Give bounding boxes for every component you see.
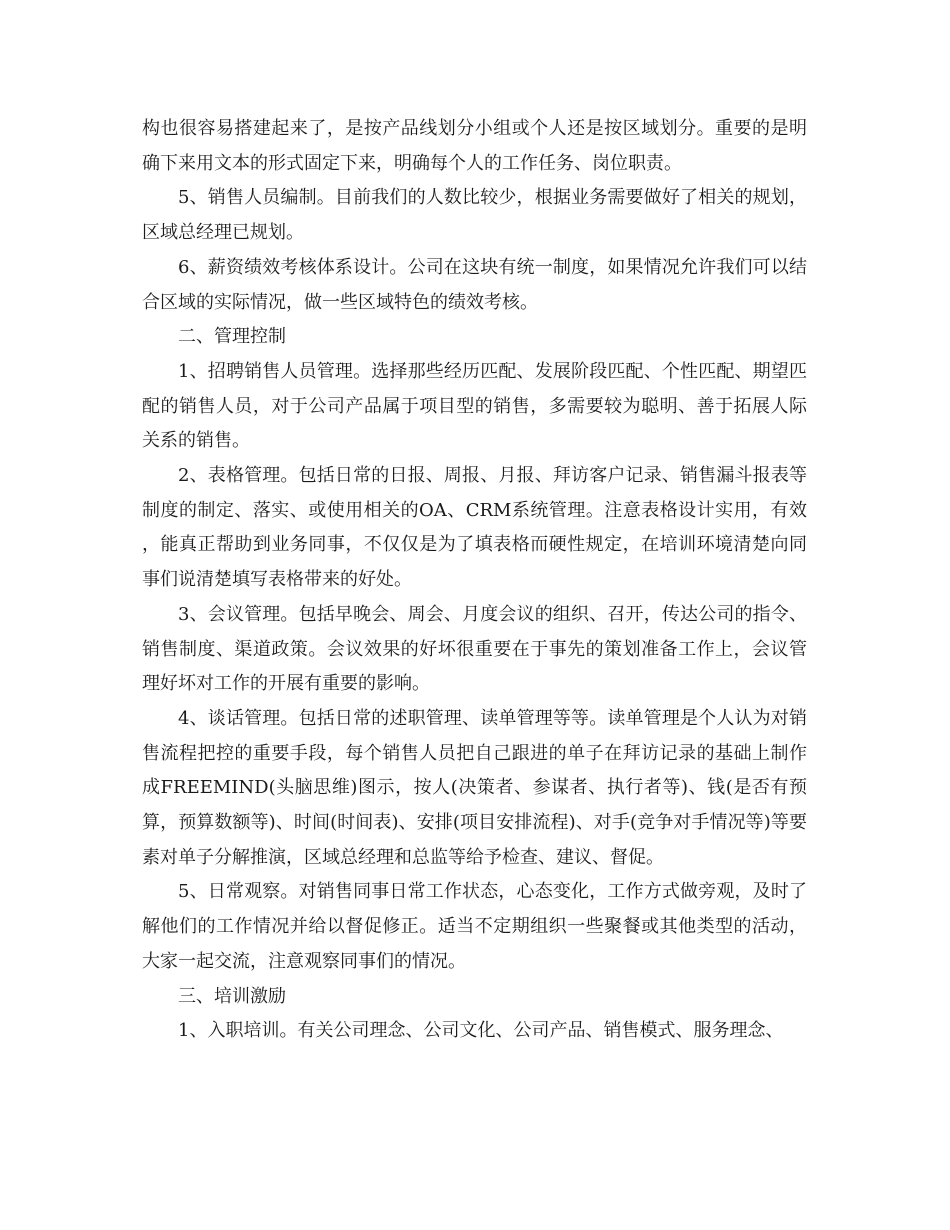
paragraph-continuation: 构也很容易搭建起来了，是按产品线划分小组或个人还是按区域划分。重要的是明确下来用文本的形式固定下来，明确每个人的工作任务、岗位职责。 bbox=[142, 118, 807, 174]
paragraph-sales-staffing: 5、销售人员编制。目前我们的人数比较少，根据业务需要做好了相关的规划，区域总经理已规划。 bbox=[142, 187, 807, 244]
paragraph-salary-performance: 6、薪资绩效考核体系设计。公司在这块有统一制度，如果情况允许我们可以结合区域的实际情况，做一些区域特色的绩效考核。 bbox=[142, 256, 807, 313]
document-body bbox=[142, 112, 807, 1049]
paragraph-onboarding-training: 1、入职培训。有关公司理念、公司文化、公司产品、销售模式、服务理念、 bbox=[178, 1020, 784, 1042]
paragraph-meeting-management: 3、会议管理。包括早晚会、周会、月度会议的组织、召开，传达公司的指令、销售制度、渠道政策。会议效果的好坏很重要在于事先的策划准备工作上，会议管理好坏对工作的开展有重要的影响。 bbox=[142, 603, 807, 695]
paragraph-daily-observation: 5、日常观察。对销售同事日常工作状态，心态变化，工作方式做旁观，及时了解他们的工作情况并给以督促修正。适当不定期组织一些聚餐或其他类型的活动，大家一起交流，注意观察同事们的情况。 bbox=[142, 881, 807, 972]
paragraph-form-management: 2、表格管理。包括日常的日报、周报、月报、拜访客户记录、销售漏斗报表等制度的制定、落实、或使用相关的OA、CRM系统管理。注意表格设计实用，有效，能真正帮助到业务同事，不仅仅是为了填表格而硬性规定，在培训环境清楚向同事们说清楚填写表格带来的好处。 bbox=[142, 465, 807, 591]
section-heading-training-incentive: 三、培训激励 bbox=[178, 985, 286, 1007]
section-heading-management-control: 二、管理控制 bbox=[178, 326, 286, 348]
paragraph-recruitment: 1、招聘销售人员管理。选择那些经历匹配、发展阶段匹配、个性匹配、期望匹配的销售人员，对于公司产品属于项目型的销售，多需要较为聪明、善于拓展人际关系的销售。 bbox=[142, 360, 807, 452]
paragraph-conversation-management: 4、谈话管理。包括日常的述职管理、读单管理等等。读单管理是个人认为对销售流程把控的重要手段，每个销售人员把自己跟进的单子在拜访记录的基础上制作成FREEMIND(头脑思维)图示，按人(决策者、参谋者、执行者等)、钱(是否有预算，预算数额等)、时间(时间表)、安排(项目安排流程)、对手(竞争对手情况等)等要素对单子分解推演，区域总经理和总监等给予检查、建议、督促。 bbox=[142, 707, 807, 868]
